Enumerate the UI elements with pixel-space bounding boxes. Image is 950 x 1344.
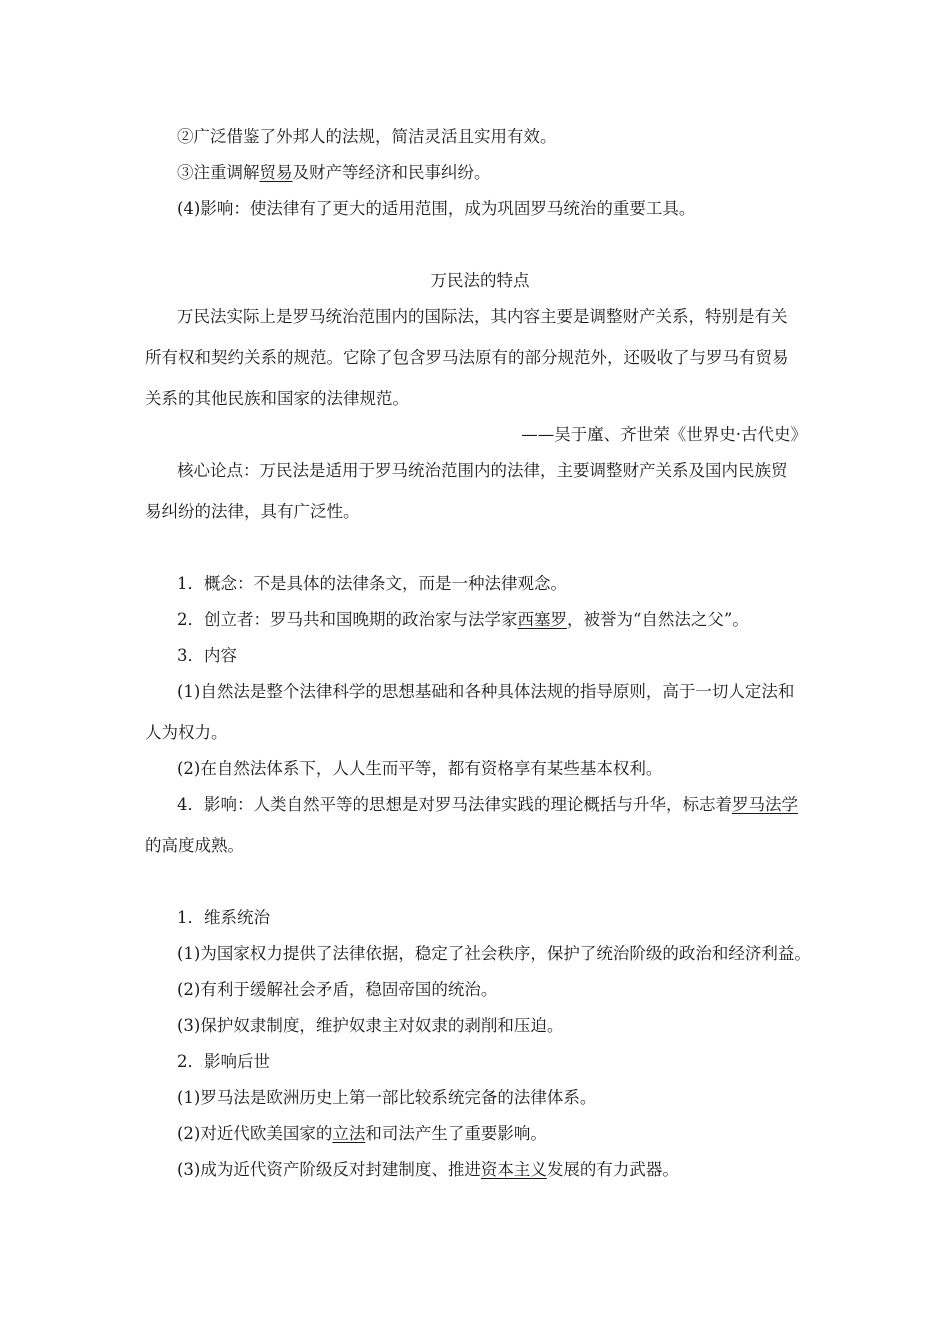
box-paragraph-line: 关系的其他民族和国家的法律规范。 [145, 389, 409, 408]
list-item: 的高度成熟。 [145, 836, 244, 855]
box-paragraph-line: 所有权和契约关系的规范。它除了包含罗马法原有的部分规范外，还吸收了与罗马有贸易 [145, 348, 789, 367]
list-item: (3)成为近代资产阶级反对封建制度、推进资本主义发展的有力武器。 [177, 1160, 679, 1179]
box-title: 万民法的特点 [430, 271, 530, 290]
list-item: (2)在自然法体系下，人人生而平等，都有资格享有某些基本权利。 [177, 759, 663, 778]
link-legislation[interactable]: 立法 [332, 1124, 366, 1143]
list-item: ③注重调解贸易及财产等经济和民事纠纷。 [177, 163, 491, 182]
list-item: 1．维系统治 [177, 908, 270, 927]
list-item: 2．影响后世 [177, 1052, 270, 1071]
link-roman-jurisprudence[interactable]: 罗马法学 [732, 795, 798, 814]
core-point-line: 核心论点：万民法是适用于罗马统治范围内的法律，主要调整财产关系及国内民族贸 [177, 461, 788, 480]
list-item: ②广泛借鉴了外邦人的法规，简洁灵活且实用有效。 [177, 127, 557, 146]
link-trade[interactable]: 贸易 [259, 163, 293, 182]
list-item: (1)罗马法是欧洲历史上第一部比较系统完备的法律体系。 [177, 1088, 597, 1107]
box-paragraph-line: 万民法实际上是罗马统治范围内的国际法，其内容主要是调整财产关系，特别是有关 [177, 307, 788, 326]
list-item: 3．内容 [177, 646, 237, 665]
list-item: 1．概念：不是具体的法律条文，而是一种法律观念。 [177, 574, 567, 593]
list-item: 人为权力。 [145, 723, 228, 742]
list-item: (1)为国家权力提供了法律依据，稳定了社会秩序，保护了统治阶级的政治和经济利益。 [177, 944, 811, 963]
list-item: (2)有利于缓解社会矛盾，稳固帝国的统治。 [177, 980, 498, 999]
list-item: (4)影响：使法律有了更大的适用范围，成为巩固罗马统治的重要工具。 [177, 199, 696, 218]
link-cicero[interactable]: 西塞罗 [517, 610, 567, 629]
list-item: (1)自然法是整个法律科学的思想基础和各种具体法规的指导原则，高于一切人定法和 [177, 682, 795, 701]
list-item: (3)保护奴隶制度，维护奴隶主对奴隶的剥削和压迫。 [177, 1016, 564, 1035]
box-source: ——吴于廑、齐世荣《世界史·古代史》 [521, 425, 807, 444]
core-point-line: 易纠纷的法律，具有广泛性。 [145, 502, 360, 521]
link-capitalism[interactable]: 资本主义 [480, 1160, 547, 1179]
list-item: (2)对近代欧美国家的立法和司法产生了重要影响。 [177, 1124, 547, 1143]
list-item: 2．创立者：罗马共和国晚期的政治家与法学家西塞罗，被誉为“自然法之父”。 [177, 610, 749, 629]
list-item: 4．影响：人类自然平等的思想是对罗马法律实践的理论概括与升华，标志着罗马法学 [177, 795, 798, 814]
